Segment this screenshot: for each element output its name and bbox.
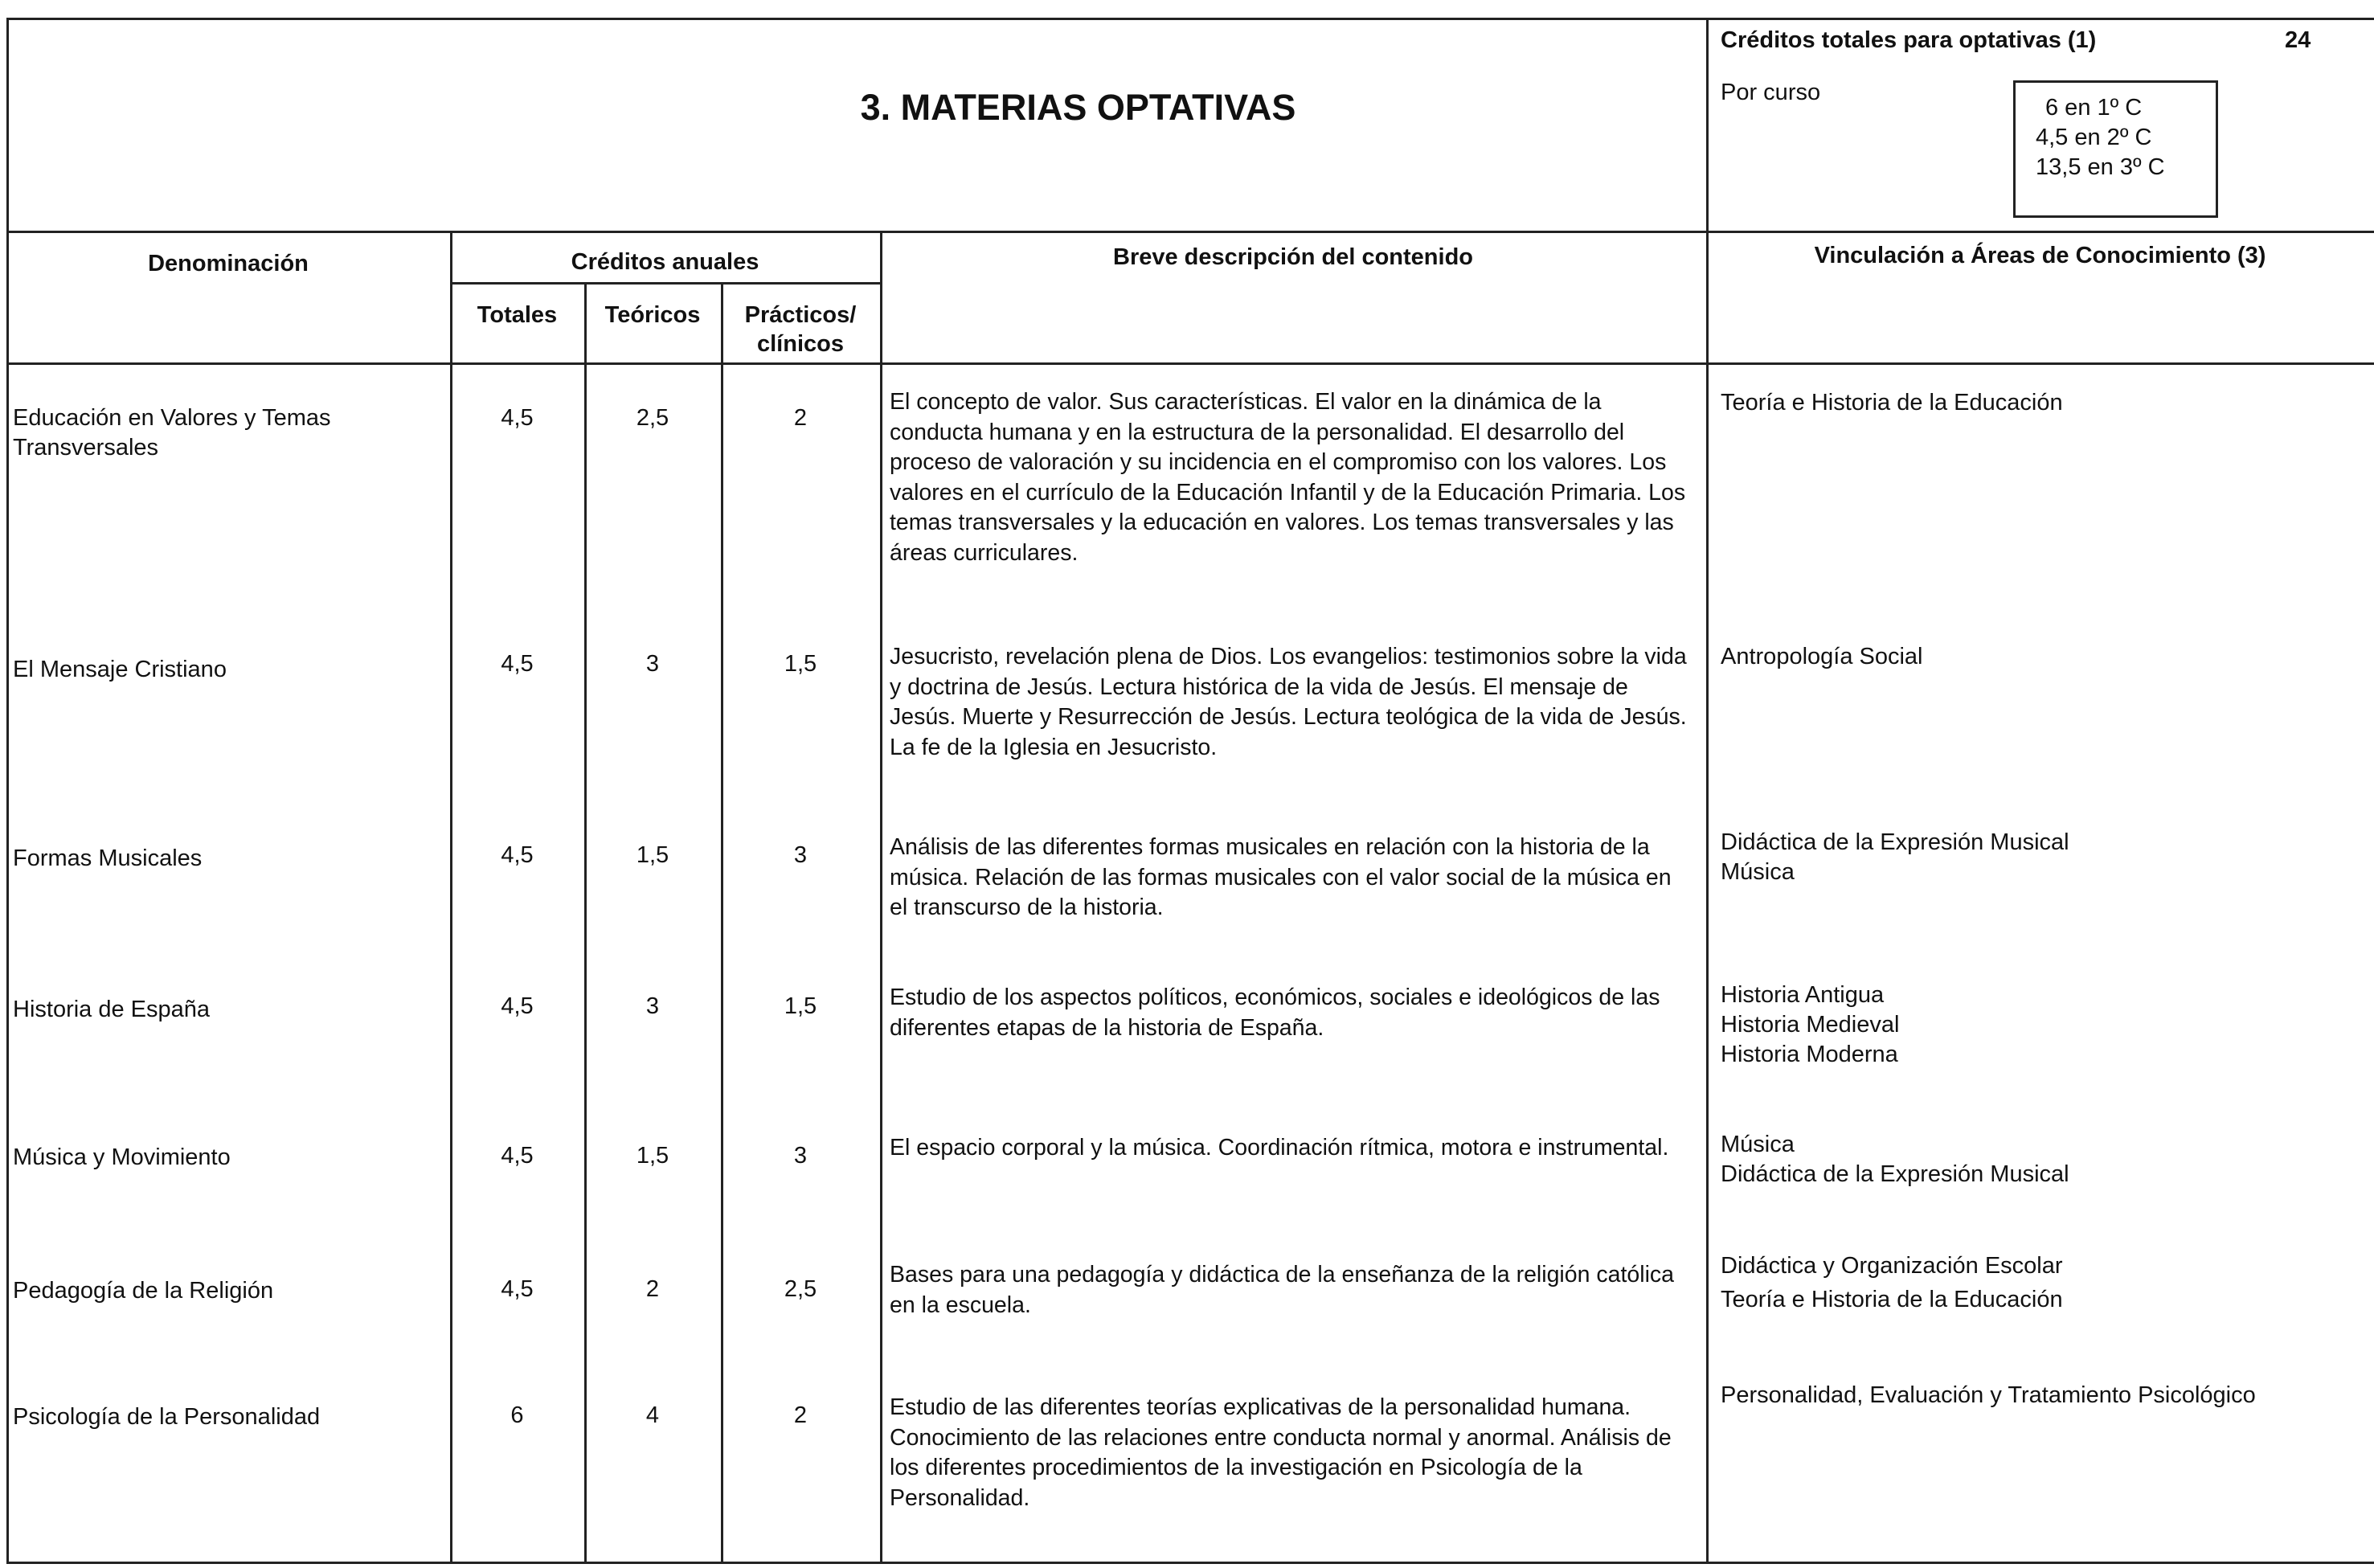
col-header-creditos-anuales: Créditos anuales — [571, 249, 759, 275]
credits-practicos: 1,5 — [784, 651, 817, 677]
subject-name — [13, 1402, 320, 1432]
knowledge-area: Didáctica de la Expresión Musical — [1721, 1161, 2069, 1187]
credits-totales: 4,5 — [501, 405, 534, 431]
credits-teoricos: 2,5 — [636, 405, 669, 431]
col-header-totales: Totales — [477, 302, 558, 328]
credits-practicos: 2,5 — [784, 1276, 817, 1302]
subject-name-line: Transversales — [13, 435, 159, 461]
credits-totales: 6 — [510, 1402, 524, 1428]
subject-name — [13, 844, 202, 874]
credits-totales: 4,5 — [501, 1276, 534, 1302]
credits-practicos: 2 — [793, 405, 808, 431]
credits-teoricos: 1,5 — [636, 842, 669, 868]
credits-totales: 4,5 — [501, 993, 534, 1019]
col-header-teoricos: Teóricos — [604, 302, 701, 328]
subject-name — [13, 403, 330, 463]
credits-teoricos: 3 — [645, 651, 660, 677]
knowledge-areas — [1721, 642, 1923, 672]
credits-total-value: 24 — [2285, 27, 2311, 53]
knowledge-area: Antropología Social — [1721, 644, 1923, 669]
col-header-denominacion: Denominación — [148, 251, 309, 276]
knowledge-area: Personalidad, Evaluación y Tratamiento Psicológico — [1721, 1382, 2256, 1408]
col-sep-credits — [880, 231, 882, 1564]
credits-practicos: 3 — [793, 842, 808, 868]
subject-name-line: Educación en Valores y Temas — [13, 405, 331, 431]
knowledge-areas — [1721, 981, 1899, 1070]
frame-bottom-line — [6, 1562, 2374, 1564]
subject-description: El concepto de valor. Sus características. El valor en la dinámica de la conducta humana y en la estructura de la personalidad. El desarrollo del proceso de valoración y su incidencia en el compromiso con los valores. Los valores en el currículo de la Educación Infantil y de la Educación Primaria. Los temas transversales y la educación en valores. Los temas transversales y las áreas curriculares. — [890, 389, 1686, 566]
subject-name — [13, 1143, 231, 1173]
per-course-values — [2036, 93, 2165, 182]
knowledge-area: Teoría e Historia de la Educación — [1721, 1287, 2063, 1312]
credits-teoricos: 2 — [645, 1276, 660, 1302]
per-course-value: 4,5 en 2º C — [2036, 125, 2152, 150]
per-course-value: 6 en 1º C — [2045, 95, 2143, 121]
subject-name — [13, 1276, 273, 1306]
credits-subheader-line — [452, 282, 882, 285]
col-header-clinicos: clínicos — [757, 331, 844, 357]
credits-total-label: Créditos totales para optativas (1) — [1721, 27, 2097, 53]
credits-teoricos: 3 — [645, 993, 660, 1019]
subject-name-line: Historia de España — [13, 997, 211, 1022]
credits-totales: 4,5 — [501, 651, 534, 677]
knowledge-area: Didáctica de la Expresión Musical — [1721, 829, 2069, 855]
col-header-descripcion: Breve descripción del contenido — [1113, 244, 1473, 270]
knowledge-area: Historia Moderna — [1721, 1042, 1898, 1067]
subject-description: Análisis de las diferentes formas musicales en relación con la historia de la música. Relación de las formas musicales con el valor social de la música en el transcurso de la historia. — [890, 834, 1672, 920]
credits-teoricos: 4 — [645, 1402, 660, 1428]
frame-left-line — [6, 18, 9, 1564]
subject-description: El espacio corporal y la música. Coordinación rítmica, motora e instrumental. — [890, 1135, 1669, 1161]
knowledge-areas — [1721, 1251, 2063, 1315]
col-header-vinculacion: Vinculación a Áreas de Conocimiento (3) — [1814, 243, 2266, 268]
knowledge-area: Historia Medieval — [1721, 1012, 1900, 1038]
knowledge-area: Teoría e Historia de la Educación — [1721, 390, 2063, 416]
subject-description: Jesucristo, revelación plena de Dios. Los evangelios: testimonios sobre la vida y doctrina de Jesús. Lectura histórica de la vida de Jesús. El mensaje de Jesús. Muerte y Resurrección de Jesús. Lectura teológica de la vida de Jesús. La fe de la Iglesia en Jesucristo. — [890, 644, 1687, 760]
knowledge-areas — [1721, 1130, 2069, 1189]
col-header-practicos: Prácticos/ — [744, 302, 857, 328]
subject-name-line: Formas Musicales — [13, 845, 203, 871]
credits-practicos: 3 — [793, 1143, 808, 1169]
subject-name-line: Música y Movimiento — [13, 1144, 231, 1170]
subject-description: Estudio de los aspectos políticos, económicos, sociales e ideológicos de las diferentes etapas de la historia de España. — [890, 985, 1660, 1041]
knowledge-area: Música — [1721, 859, 1795, 885]
per-course-label: Por curso — [1721, 80, 1821, 105]
subject-name-line: Psicología de la Personalidad — [13, 1404, 321, 1430]
page-title: 3. MATERIAS OPTATIVAS — [860, 87, 1296, 128]
knowledge-areas — [1721, 388, 2063, 418]
credits-totales: 4,5 — [501, 842, 534, 868]
knowledge-area: Historia Antigua — [1721, 982, 1885, 1008]
knowledge-area: Música — [1721, 1132, 1795, 1157]
col-sep-totales — [584, 282, 587, 1564]
knowledge-areas — [1721, 828, 2069, 887]
column-header-bottom-line — [6, 362, 2374, 365]
subject-description: Bases para una pedagogía y didáctica de la enseñanza de la religión católica en la escuela. — [890, 1262, 1675, 1318]
credits-practicos: 2 — [793, 1402, 808, 1428]
per-course-value: 13,5 en 3º C — [2036, 154, 2165, 180]
subject-name-line: Pedagogía de la Religión — [13, 1278, 274, 1304]
col-sep-teoricos — [721, 282, 723, 1564]
credits-practicos: 1,5 — [784, 993, 817, 1019]
credits-teoricos: 1,5 — [636, 1143, 669, 1169]
subject-description: Estudio de las diferentes teorías explicativas de la personalidad humana. Conocimiento de las relaciones entre conducta normal y anormal. Análisis de los diferentes procedimientos de la investigación en Psicología de la Personalidad. — [890, 1394, 1672, 1511]
knowledge-area: Didáctica y Organización Escolar — [1721, 1253, 2063, 1279]
subject-name — [13, 655, 227, 685]
knowledge-areas — [1721, 1381, 2256, 1410]
subject-name — [13, 995, 210, 1025]
header-bottom-line — [6, 231, 2374, 233]
subject-name-line: El Mensaje Cristiano — [13, 657, 227, 682]
frame-top-line — [6, 18, 2374, 20]
credits-totales: 4,5 — [501, 1143, 534, 1169]
